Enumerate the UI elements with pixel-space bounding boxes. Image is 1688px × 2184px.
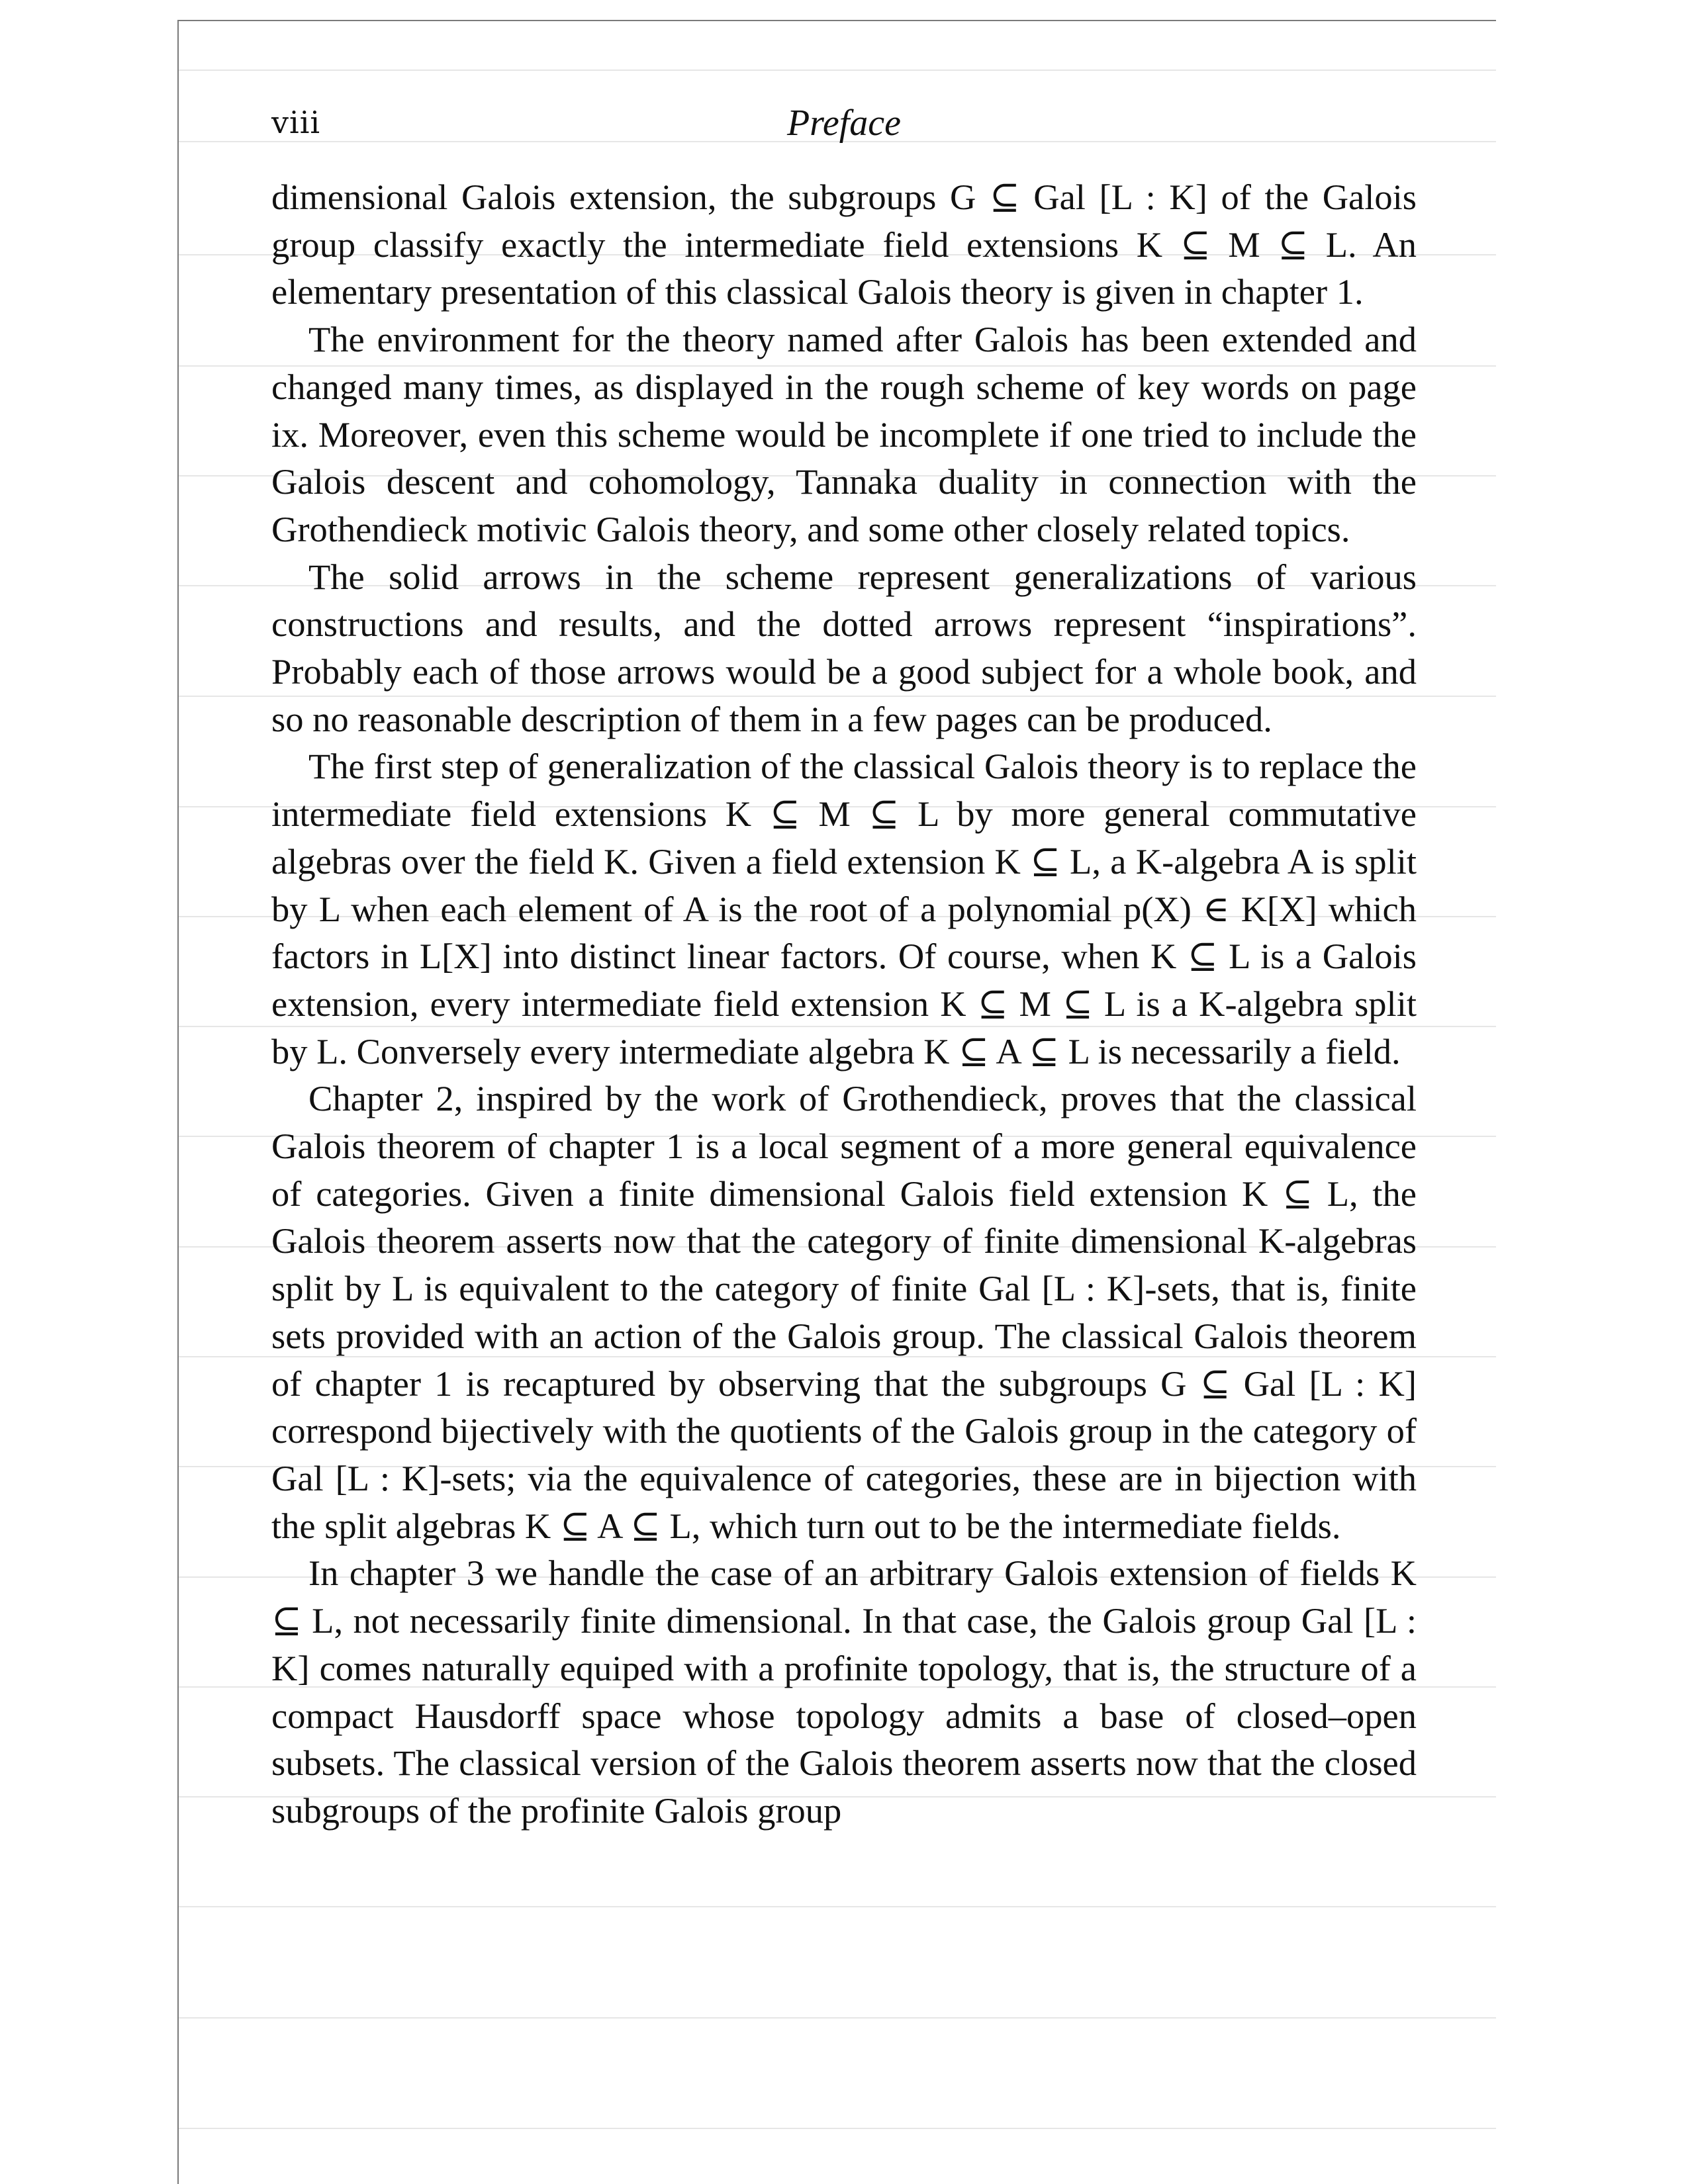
- paragraph-continued: dimensional Galois extension, the subgroups G ⊆ Gal [L : K] of the Galois group classify exactly the intermediate field extensions K ⊆ M ⊆ L. An elementary presentation of this classical Galois theory is given in chapter 1.: [271, 177, 1417, 312]
- paragraph-chapter-3: In chapter 3 we handle the case of an arbitrary Galois extension of fields K ⊆ L, not necessarily finite dimensional. In that case, the Galois group Gal [L : K] comes naturally equiped with a profinite topology, that is, the structure of a compact Hausdorff space whose topology admits a base of closed–open subsets. The classical version of the Galois theorem asserts now that the closed subgroups of the profinite Galois group: [271, 1553, 1417, 1831]
- paragraph-arrows: The solid arrows in the scheme represent generalizations of various constructions and results, and the dotted arrows represent “inspirations”. Probably each of those arrows would be a good subject for a whole book, and so no reasonable description of them in a few pages can be produced.: [271, 556, 1417, 739]
- running-head: [271, 99, 1417, 152]
- page-frame-top-edge: [177, 20, 1496, 21]
- scan-guide-line: [179, 2128, 1496, 2129]
- paragraph-chapter-2: Chapter 2, inspired by the work of Grothendieck, proves that the classical Galois theorem of chapter 1 is a local segment of a more general equivalence of categories. Given a finite dimensional Galois field extension K ⊆ L, the Galois theorem asserts now that the category of finite dimensional K-algebras split by L is equivalent to the category of finite Gal [L : K]-sets, that is, finite sets provided with an action of the Galois group. The classical Galois theorem of chapter 1 is recaptured by observing that the subgroups G ⊆ Gal [L : K] correspond bijectively with the quotients of the Galois group in the category of Gal [L : K]-sets; via the equivalence of categories, these are in bijection with the split algebras K ⊆ A ⊆ L, which turn out to be the intermediate fields.: [271, 1078, 1417, 1546]
- scan-guide-line: [179, 2017, 1496, 2019]
- scan-guide-line: [179, 1906, 1496, 1907]
- running-title: Preface: [786, 103, 902, 144]
- paragraph-environment: The environment for the theory named after Galois has been extended and changed many times, as displayed in the rough scheme of key words on page ix. Moreover, even this scheme would be incomplete if one tried to include the Galois descent and cohomology, Tannaka duality in connection with the Grothendieck motivic Galois theory, and some other closely related topics.: [271, 319, 1417, 549]
- scan-guide-line: [179, 69, 1496, 71]
- body-text: [271, 173, 1417, 1835]
- paragraph-first-step: The first step of generalization of the classical Galois theory is to replace the intermediate field extensions K ⊆ M ⊆ L by more general commutative algebras over the field K. Given a field extension K ⊆ L, a K-algebra A is split by L when each element of A is the root of a polynomial p(X) ∈ K[X] which factors in L[X] into distinct linear factors. Of course, when K ⊆ L is a Galois extension, every intermediate field extension K ⊆ M ⊆ L is a K-algebra split by L. Conversely every intermediate algebra K ⊆ A ⊆ L is necessarily a field.: [271, 746, 1417, 1071]
- page-frame-left-edge: [177, 20, 179, 2184]
- page-number: viii: [271, 105, 321, 140]
